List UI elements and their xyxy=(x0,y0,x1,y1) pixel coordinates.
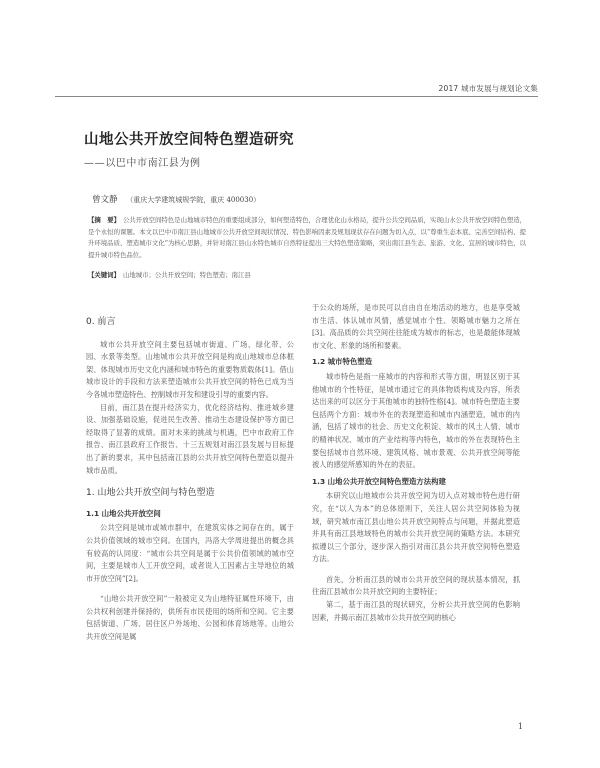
author-name: 曾文静 xyxy=(92,195,118,205)
keywords xyxy=(88,270,526,279)
paragraph: 第二，基于南江县的现状研究，分析公共开放空间的色影响因素，并揭示南江县城市公共开放空间的核心 xyxy=(312,600,520,622)
paragraph: 公共空间是城市或城市群中，在建筑实体之间存在的，属于公共价值领域的城市空间。在国内，冯洛大学周进提出的概念具有较高的认同度：“城市公共空间是属于公共价值领域的城市空间，主要是城市人工开放空间，或者说人工因素占主导地位的城市开放空间”[2]。 xyxy=(86,523,294,583)
header-rule xyxy=(55,96,538,97)
paragraph: 城市特色是指一座城市的内容和形式等方面，明显区别于其他城市的个性特征，是城市通过它的具体物质构成及内容，所表达出来的可以区分于其他城市的独特性格[4]。城市特色塑造主要包括两个方面：城市外在的表现塑造和城市内涵塑造，城市的内涵，包括了城市的社会、历史文化积淀、城市的风土人情、城市的精神状况、城市的产业结构等内特色，城市的外在表现特色主要包括城市自然环境、建筑风格、城市景观、公共开放空间等能被人的感觉所感知的外在的表征。 xyxy=(312,371,520,470)
page-number: 1 xyxy=(518,722,524,731)
paragraph: “山地公共开放空间”一般被定义为山地特征属性环境下，由公共权利创建并保持的，供所有市民使用的场所和空间。它主要包括街道、广场、居住区户外场地、公园和体育场地等。山地公共开放空间是属 xyxy=(86,594,294,642)
paragraph: 首先，分析南江县的城市公共开放空间的现状基本情况，抓住南江县城市公共开放空间的主要特征； xyxy=(312,574,520,597)
subsection-heading-1-3: 1.3 山地公共开放空间特色塑造方法构建 xyxy=(312,476,446,486)
subsection-heading-1-1: 1.1 山地公共开放空间 xyxy=(86,508,161,518)
left-column xyxy=(86,302,294,644)
article-title: 山地公共开放空间特色塑造研究 xyxy=(84,132,294,148)
subsection-heading-1-2: 1.2 城市特色塑造 xyxy=(312,357,373,367)
paragraph: 本研究以山地城市公共开放空间为切入点对城市特色进行研究，在“以人为本”的总体原则下，关注人居公共空间体验为视域，研究城市南江县山地公共开放空间特点与问题，并据此塑造并具有南江县地域特色的城市公共开放空间的策略方法。本研究拟遵以三个部分，逐步深入指引对南江县公共开放空间特色塑造方法。 xyxy=(312,491,520,564)
section-heading-1: 1. 山地公共开放空间与特色塑造 xyxy=(86,488,215,499)
running-header: 2017 城市发展与规划论文集 xyxy=(438,84,538,93)
abstract-label: 【摘 要】 xyxy=(88,216,120,224)
author-affiliation: （重庆大学建筑城规学院，重庆 400030） xyxy=(126,196,261,204)
paragraph: 城市公共开放空间主要包括城市街道、广场、绿化带、公园、水景等类型。山地城市公共开放空间是构成山地城市总体框架、体现城市历史文化内涵和城市特色的重要物质载体[1]。借山城市设计的手段和方法来塑造城市公共开放空间的特色已成为当今各城市塑造特色、控制城市开发和建设引导的重要内容。 xyxy=(86,339,294,399)
right-column xyxy=(312,302,520,624)
section-heading-intro: 0. 前言 xyxy=(86,317,116,327)
author-line xyxy=(92,193,260,205)
abstract-text: 公共开放空间特色是山地城市特色的重要组成部分，如何塑造特色，合理优化山水格局，提升公共空间品质，实现山水公共开放空间特色塑造，是个永恒的课题。本文以巴中市南江县山地城市公共开放空间现状情况、特色影响因素及规划现状存在问题为切入点，以“尊重生态本底、完善空间结构、提升环境品质、塑造城市文化”为核心思路，并针对南江县山水特色城市自然特征提出三大特色塑造策略，突出南江县生态、旅游、文化、宜居的城市特色，以提升城市特色品位。 xyxy=(88,216,527,259)
keywords-label: 【关键词】 xyxy=(88,271,120,279)
keywords-text: 山地城市；公共开放空间；特色塑造；南江县 xyxy=(122,271,251,279)
paragraph: 目前，南江县在提升经济实力，优化经济结构、推进城乡建设、加强基础设施，促进民生改善、推动生态建设保护等方面已经取得了显著的成绩。面对未来的挑战与机遇，巴中市政府工作报告、南江县政府工作报告、十三五规划对南江县发展与目标提出了新的要求，其中包括南江县的公共开放空间特色塑造以提升城市品质。 xyxy=(86,402,294,475)
article-subtitle: ——以巴中市南江县为例 xyxy=(84,158,201,169)
abstract xyxy=(88,215,526,261)
paragraph: 于公众的场所，是市民可以自由自在地活动的地方，也是享受城市生活、体认城市风情，感觉城市个性、领略城市魅力之所在[3]。高品质的公共空间往往能成为城市的标志，也是最能体现城市文化、形象的场所和要素。 xyxy=(312,303,520,350)
